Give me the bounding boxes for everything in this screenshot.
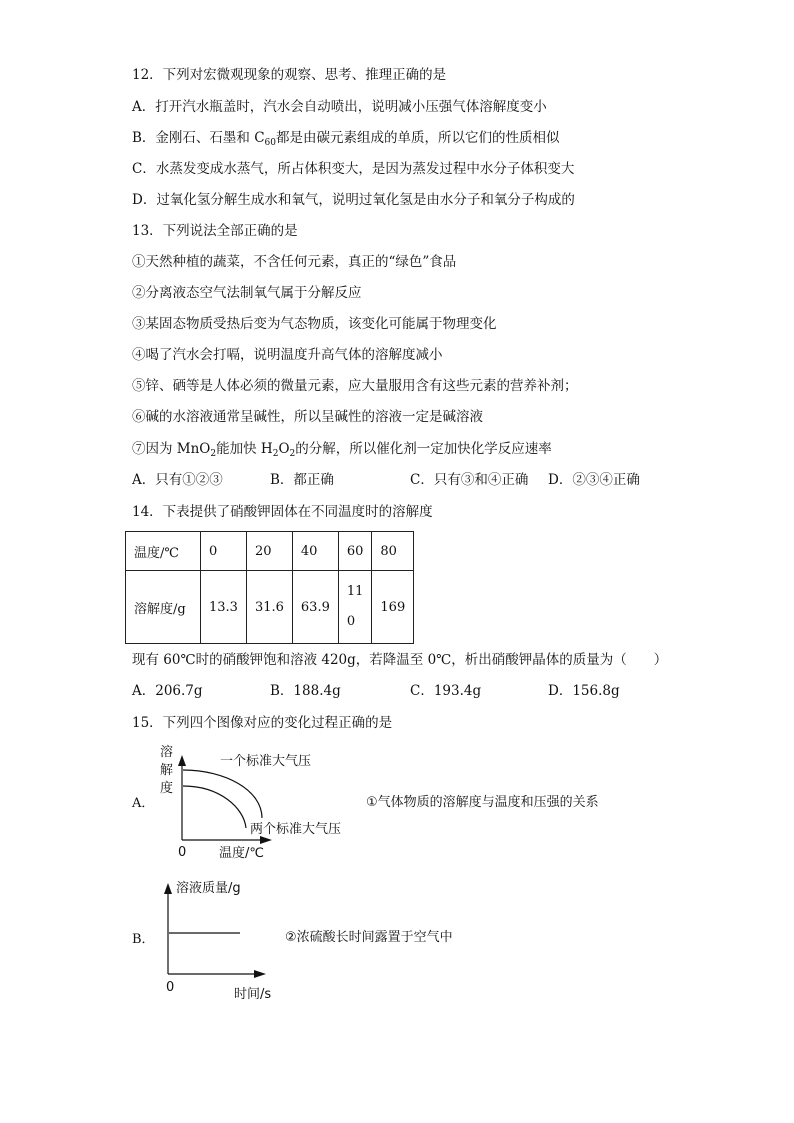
table-cell: 40 xyxy=(292,532,338,571)
q14-option-a: A．206.7g xyxy=(132,683,203,699)
q12-option-b-pre: B．金刚石、石墨和 C xyxy=(132,130,265,146)
graph-a-ylabel-1: 溶 xyxy=(160,745,174,760)
q13-s7-sub-2: 2 xyxy=(272,449,279,459)
q13-s7-part-c: O xyxy=(278,441,290,457)
q15-b-label: B． xyxy=(132,932,155,947)
table-cell-part: 0 xyxy=(346,614,356,629)
q12-option-b-subscript: 60 xyxy=(264,138,276,148)
graph-a-curve-1atm xyxy=(183,770,262,818)
q13-option-b: B．都正确 xyxy=(270,472,334,488)
q14-option-d: D．156.8g xyxy=(548,683,620,699)
table-cell-part: 11 xyxy=(346,584,364,599)
q13-option-c: C．只有③和④正确 xyxy=(410,472,529,488)
q14-question: 现有 60℃时的硝酸钾饱和溶液 420g，若降温至 0℃，析出硝酸钾晶体的质量为（ ） xyxy=(132,652,668,668)
q13-s7-part-b: 能加快 H xyxy=(216,441,273,457)
table-header-solubility: 溶解度/g xyxy=(126,571,201,644)
graph-a-label-2atm: 两个标准大气压 xyxy=(250,822,342,837)
table-cell: 0 xyxy=(201,532,247,571)
q13-stem: 13．下列说法全部正确的是 xyxy=(132,223,298,239)
q14-stem: 14．下表提供了硝酸钾固体在不同温度时的溶解度 xyxy=(132,504,433,520)
q13-statement-3: ③某固态物质受热后变为气态物质，该变化可能属于物理变化 xyxy=(132,316,497,332)
table-header-temperature: 温度/℃ xyxy=(126,532,201,571)
graph-a-curve-2atm xyxy=(183,786,246,828)
table-cell: 63.9 xyxy=(292,571,338,644)
q13-option-a: A．只有①②③ xyxy=(132,472,223,488)
q12-option-a: A．打开汽水瓶盖时，汽水会自动喷出，说明减小压强气体溶解度变小 xyxy=(132,99,547,115)
graph-a-ylabel-3: 度 xyxy=(160,781,174,796)
graph-a-x-arrow xyxy=(260,836,272,844)
q13-statement-2: ②分离液态空气法制氧气属于分解反应 xyxy=(132,285,362,301)
q13-statement-1: ①天然种植的蔬菜，不含任何元素，真正的“绿色”食品 xyxy=(132,254,457,270)
q14-option-c: C．193.4g xyxy=(410,683,482,699)
q13-s7-sub-1: 2 xyxy=(210,449,217,459)
table-cell: 31.6 xyxy=(246,571,292,644)
graph-b-x-arrow xyxy=(254,970,266,978)
q13-s7-part-a: ⑦因为 MnO xyxy=(132,441,211,457)
graph-b-y-arrow xyxy=(164,883,172,894)
graph-a-y-arrow xyxy=(178,755,186,766)
q12-option-d: D．过氧化氢分解生成水和氧气，说明过氧化氢是由水分子和氧分子构成的 xyxy=(132,192,575,208)
graph-b-caption: ②浓硫酸长时间露置于空气中 xyxy=(285,930,453,945)
q15-stem: 15．下列四个图像对应的变化过程正确的是 xyxy=(132,715,393,731)
graph-b-ylabel: 溶液质量/g xyxy=(176,881,241,896)
q14-option-b: B．188.4g xyxy=(270,683,341,699)
q15-a-label: A． xyxy=(132,796,155,811)
table-cell: 169 xyxy=(372,571,414,644)
q13-statement-4: ④喝了汽水会打嗝，说明温度升高气体的溶解度减小 xyxy=(132,347,443,363)
q13-s7-part-d: 的分解，所以催化剂一定加快化学反应速率 xyxy=(295,441,552,457)
graph-a-origin: 0 xyxy=(178,845,187,860)
q13-statement-6: ⑥碱的水溶液通常呈碱性，所以呈碱性的溶液一定是碱溶液 xyxy=(132,409,483,425)
graph-b-origin: 0 xyxy=(166,980,175,995)
table-cell: 80 xyxy=(372,532,414,571)
graph-a-xlabel: 温度/℃ xyxy=(219,846,264,861)
graph-a-caption: ①气体物质的溶解度与温度和压强的关系 xyxy=(366,795,599,810)
graph-a-ylabel-2: 解 xyxy=(160,763,174,778)
q12-option-c: C．水蒸发变成水蒸气，所占体积变大，是因为蒸发过程中水分子体积变大 xyxy=(132,161,575,177)
q13-statement-5: ⑤锌、硒等是人体必须的微量元素，应大量服用含有这些元素的营养补剂； xyxy=(132,378,578,394)
q13-s7-sub-3: 2 xyxy=(289,449,296,459)
table-cell: 13.3 xyxy=(201,571,247,644)
q13-option-d: D．②③④正确 xyxy=(548,472,640,488)
q12-option-b-post: 都是由碳元素组成的单质，所以它们的性质相似 xyxy=(276,130,560,146)
table-cell: 60 xyxy=(338,532,372,571)
table-cell: 20 xyxy=(246,532,292,571)
graph-b-xlabel: 时间/s xyxy=(234,987,272,1002)
q12-stem: 12．下列对宏微观现象的观察、思考、推理正确的是 xyxy=(132,67,447,83)
graph-a-label-1atm: 一个标准大气压 xyxy=(220,754,312,769)
